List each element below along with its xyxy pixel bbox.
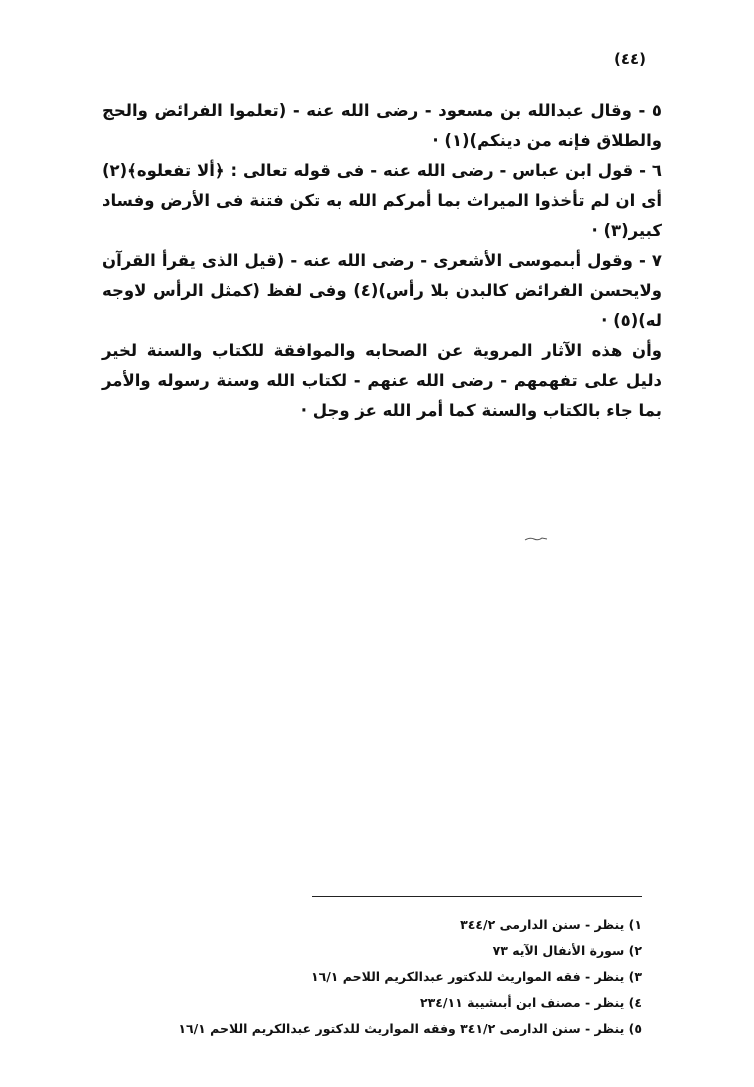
paragraph-6: ٦ - قول ابن عباس - رضى الله عنه - فى قوله تعالى : ﴿ألا تفعلوه﴾(٢) أى ان لم تأخذوا الميراث بما أمركم الله به تكن فتنة فى الأرض وفساد كبير(٣) · <box>102 161 662 240</box>
footnote-4: ٤) ينظر - مصنف ابن أبىشيبة ٢٣٤/١١ <box>420 995 642 1010</box>
scan-speck <box>524 536 548 542</box>
footnotes <box>122 912 642 1042</box>
main-text <box>102 96 662 426</box>
footnote-2: ٢) سورة الأنفال الآيه ٧٣ <box>492 943 642 958</box>
paragraph-5: ٥ - وقال عبدالله بن مسعود - رضى الله عنه - (تعلموا الفرائض والحج والطلاق فإنه من دينكم)(١) · <box>102 101 662 150</box>
footnote-3: ٣) ينظر - فقه المواريث للدكتور عبدالكريم اللاحم ١٦/١ <box>310 969 642 984</box>
page-number: (٤٤) <box>613 50 646 68</box>
footnote-5: ٥) ينظر - سنن الدارمى ٣٤١/٢ وفقه المواريث للدكتور عبدالكريم اللاحم ١٦/١ <box>178 1021 642 1036</box>
footnote-divider <box>312 896 642 897</box>
footnote-1: ١) ينظر - سنن الدارمى ٣٤٤/٢ <box>460 917 642 932</box>
paragraph-7: ٧ - وقول أبىموسى الأشعرى - رضى الله عنه - (قيل الذى يقرأ القرآن ولايحسن الفرائض كالبدن بلا رأس)(٤) وفى لفظ (كمثل الرأس لاوجه له)(٥) · <box>102 251 662 330</box>
paragraph-conclusion: وأن هذه الآثار المروية عن الصحابه والموافقة للكتاب والسنة لخير دليل على تفهمهم - رضى الله عنهم - لكتاب الله وسنة رسوله والأمر بما جاء بالكتاب والسنة كما أمر الله عز وجل · <box>102 341 662 420</box>
